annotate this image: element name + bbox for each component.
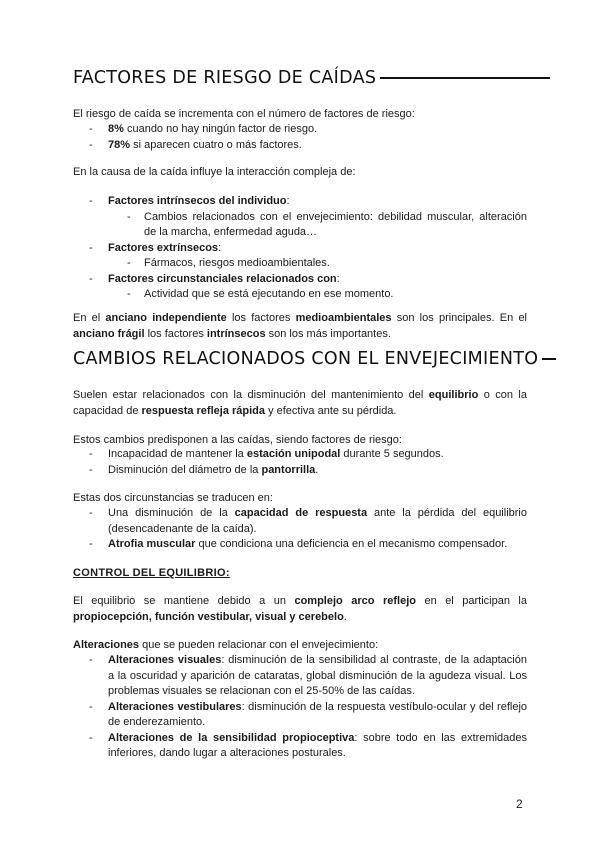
bold-run: capacidad de respuesta [234,507,368,519]
translate-paragraph: Estas dos circunstancias se traducen en: [73,492,273,504]
list-item [73,653,527,700]
list-item [73,463,527,479]
stat-text: cuando no hay ningún factor de riesgo. [123,123,318,135]
bold-run: propiocepción, función vestibular, visual y cerebelo [73,610,344,623]
factor-label: Factores extrínsecos [108,241,219,254]
text-run: Suelen estar relacionados con la disminución del mantenimiento del [73,389,429,401]
alterations-list [73,653,527,762]
text-run: Incapacidad de mantener la [108,448,247,460]
text-run: son los principales. En el [391,312,528,324]
text-run: : disminución de la respuesta vestíbulo-ocular y del reflejo de enderezamiento. [108,700,527,728]
text-run: El equilibrio se mantiene debido a un [73,595,295,607]
section-title-riesgo [73,68,550,88]
text-run: . [343,610,347,623]
text-run: En el [73,312,106,324]
text-run: los factores [144,327,207,340]
list-item [73,122,527,138]
factor-suffix: : [218,241,222,254]
control-heading [73,566,527,582]
list-item [73,138,527,154]
predispose-paragraph: Estos cambios predisponen a las caídas, siendo factores de riesgo: [73,434,402,446]
bold-run: anciano frágil [73,327,145,340]
text-run: o con la capacidad de [73,389,527,417]
factor-suffix: : [336,272,340,285]
sub-list-item: - Fármacos, riesgos medioambientales. [73,256,527,272]
factor-label: Factores intrínsecos del individuo [108,195,287,207]
bold-run: anciano independiente [105,312,227,324]
list-item [73,537,527,553]
sub-list-item: - Cambios relacionados con el envejecimiento: debilidad muscular, alteración de la marcha, enfermedad aguda… [73,210,527,241]
text-run: que condiciona una deficiencia en el mecanismo compensador. [195,538,508,550]
risks-list [73,447,527,478]
consequences-list [73,506,527,553]
bold-run: Alteraciones vestibulares [108,700,242,713]
bold-run: intrínsecos [206,327,266,340]
text-run: y efectiva ante su pérdida. [265,404,397,417]
page-number: 2 [516,797,523,811]
text-run: los factores [226,312,296,324]
bold-run: Alteraciones [73,639,140,651]
stat-value: 8% [108,123,124,135]
section-title-cambios [73,349,556,369]
text-run: son los más importantes. [265,327,391,340]
text-run: que se pueden relacionar con el envejecimiento: [139,639,379,651]
bold-run: complejo arco reflejo [294,595,416,607]
list-item [73,731,527,762]
text-run: Una disminución de la [108,507,235,519]
stat-value: 78% [108,138,131,151]
text-run: Disminución del diámetro de la [108,463,262,476]
factor-suffix: : [286,195,290,207]
list-item [73,447,527,463]
list-item [73,506,527,537]
intro-paragraph: El riesgo de caída se incrementa con el número de factores de riesgo: [73,108,415,120]
bold-run: equilibrio [428,389,479,401]
bold-run: pantorrilla [261,463,316,476]
factor-label: Factores circunstanciales relacionados con [108,272,337,285]
cause-intro: En la causa de la caída influye la interacción compleja de: [73,166,356,178]
list-item [73,194,527,241]
control-paragraph [73,594,527,625]
stats-list [73,122,527,153]
alterations-intro [73,638,527,654]
closing-paragraph [73,311,527,342]
text-run: : disminución de la sensibilidad al contraste, de la adaptación a la oscuridad y aparición de cataratas, global disminución de la agudeza visual. Los problemas visuales se relacionan con el 25-50% de las caídas. [108,654,527,697]
text-run: . [315,463,319,476]
text-run: en el participan la [415,595,527,607]
sub-list-item: - Actividad que se está ejecutando en ese momento. [73,287,527,303]
section-title-text: CAMBIOS RELACIONADOS CON EL ENVEJECIMIENTO [73,349,539,369]
heading-rule [380,77,550,79]
heading-rule [542,358,556,360]
text-run: durante 5 segundos. [340,448,444,460]
bold-run: estación unipodal [246,448,341,460]
list-item [73,241,527,272]
stat-text: si aparecen cuatro o más factores. [130,138,302,151]
text-run: : sobre todo en las extremidades inferiores, dando lugar a alteraciones posturales. [108,731,527,759]
bold-run: Alteraciones visuales [108,654,222,666]
bold-run: respuesta refleja rápida [141,404,266,417]
factors-list [73,194,527,303]
section2-intro [73,388,527,419]
bold-run: medioambientales [295,312,392,324]
list-item [73,700,527,731]
text-run: ante la pérdida del equilibrio (desencadenante de la caída). [108,507,527,535]
section-title-text: FACTORES DE RIESGO DE CAÍDAS [73,68,377,88]
control-title: CONTROL DEL EQUILIBRIO: [73,567,230,579]
list-item [73,272,527,303]
bold-run: Atrofia muscular [108,538,196,550]
bold-run: Alteraciones de la sensibilidad propioceptiva [108,731,355,744]
